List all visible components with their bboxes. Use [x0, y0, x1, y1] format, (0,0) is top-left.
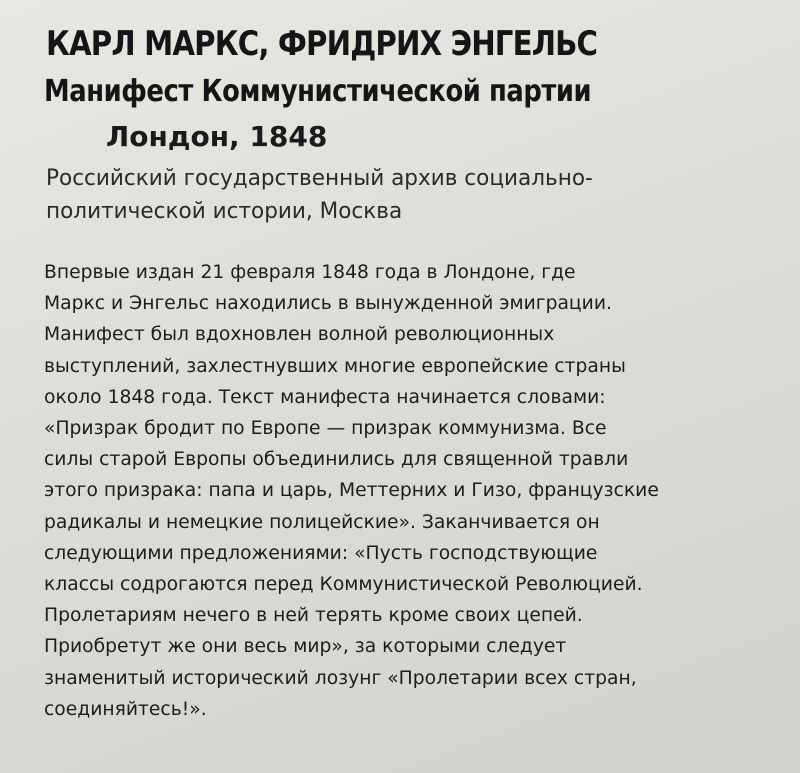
description-line: классы содрогаются перед Коммунистической Революцией. [44, 573, 643, 596]
description-line: Манифест был вдохновлен волной революционных [44, 323, 555, 346]
description-line: этого призрака: папа и царь, Меттерних и Гизо, французские [44, 479, 659, 502]
description-line: около 1848 года. Текст манифеста начинается словами: [44, 385, 606, 408]
description-line: Впервые издан 21 февраля 1848 года в Лондоне, где [44, 261, 576, 283]
description-line: соединяйтесь!». [44, 697, 207, 720]
description-line: «Призрак бродит по Европе — призрак коммунизма. Все [44, 417, 607, 440]
description-line: знаменитый исторический лозунг «Пролетарии всех стран, [44, 666, 637, 689]
description-line: следующими предложениями: «Пусть господствующие [44, 541, 598, 564]
description-line: Пролетариям нечего в ней терять кроме своих цепей. [44, 604, 583, 627]
archive-source [46, 162, 593, 228]
description-paragraph [44, 257, 659, 725]
archive-line: политической истории, Москва [46, 199, 403, 224]
description-line: силы старой Европы объединились для священной травли [44, 448, 629, 471]
archive-line: Российский государственный архив социально- [46, 166, 593, 191]
authors-heading: КАРЛ МАРКС, ФРИДРИХ ЭНГЕЛЬС [46, 24, 598, 64]
description-line: радикалы и немецкие полицейские». Заканчивается он [44, 510, 600, 533]
work-title: Манифест Коммунистической партии [44, 74, 592, 109]
place-year: Лондон, 1848 [106, 120, 328, 153]
description-line: Маркс и Энгельс находились в вынужденной эмиграции. [44, 292, 612, 315]
description-line: выступлений, захлестнувших многие европейские страны [44, 354, 626, 377]
description-line: Приобретут же они весь мир», за которыми следует [44, 635, 567, 658]
